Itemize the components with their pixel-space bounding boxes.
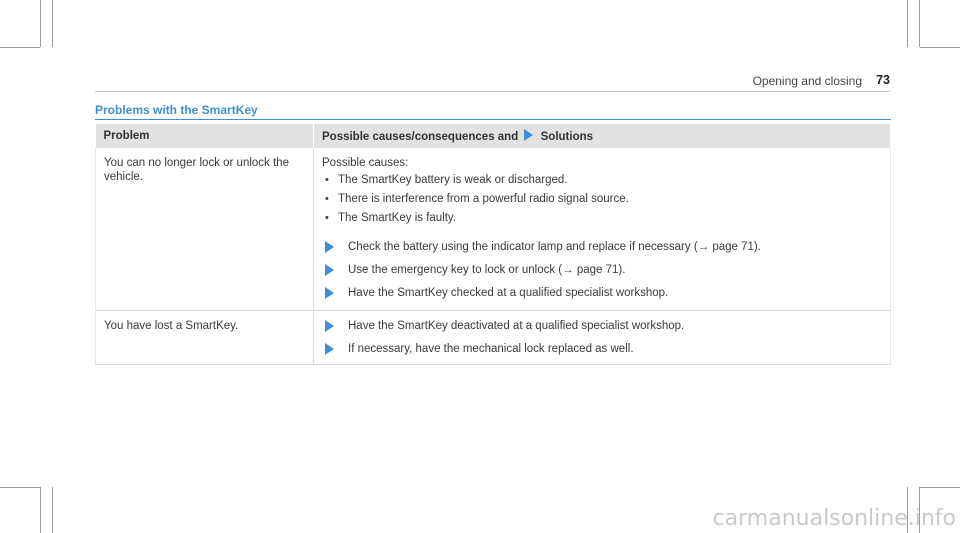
- bullet-dot-icon: •: [325, 212, 329, 224]
- page-title: Problems with the SmartKey: [95, 103, 258, 117]
- list-item: [322, 263, 882, 277]
- arrow-right-icon: [325, 264, 334, 276]
- list-item: [322, 211, 882, 225]
- solution-cell: [314, 148, 891, 311]
- causes-list: [322, 173, 882, 225]
- causes-intro: Possible causes:: [322, 157, 409, 169]
- step-text: Have the SmartKey deactivated at a qualified specialist workshop.: [348, 320, 685, 332]
- list-item: [322, 240, 882, 254]
- bullet-dot-icon: •: [325, 174, 329, 186]
- arrow-right-icon: [325, 343, 334, 355]
- crop-mark: [52, 487, 53, 533]
- column-header-suffix: Solutions: [540, 131, 594, 143]
- problems-table: [95, 124, 891, 365]
- table-row: [96, 148, 891, 311]
- step-text: Check the battery using the indicator lamp and replace if necessary (→ page 71).: [348, 241, 761, 253]
- arrow-right-icon: [325, 241, 334, 253]
- problem-cell: You can no longer lock or unlock the vehicle.: [96, 148, 314, 311]
- list-item: [322, 286, 882, 300]
- column-header-solutions: [314, 124, 891, 148]
- crop-mark: [920, 487, 960, 488]
- crop-mark: [907, 0, 908, 47]
- crop-mark: [40, 487, 41, 533]
- solution-cell: [314, 311, 891, 365]
- list-item: [322, 192, 882, 206]
- column-header-problem: Problem: [96, 124, 314, 148]
- cause-text: There is interference from a powerful radio signal source.: [338, 193, 629, 205]
- table-header-row: [96, 124, 891, 148]
- arrow-right-icon: [325, 287, 334, 299]
- bullet-dot-icon: •: [325, 193, 329, 205]
- problem-cell: You have lost a SmartKey.: [96, 311, 314, 365]
- title-divider: [95, 119, 891, 120]
- cause-text: The SmartKey battery is weak or discharged.: [338, 174, 568, 186]
- arrow-right-icon: [524, 129, 533, 141]
- section-title: Opening and closing: [752, 74, 862, 88]
- crop-mark: [52, 0, 53, 47]
- step-text: Use the emergency key to lock or unlock (→ page 71).: [348, 264, 626, 276]
- step-text: Have the SmartKey checked at a qualified specialist workshop.: [348, 287, 669, 299]
- watermark: carmanualsonline.info: [712, 506, 956, 531]
- cause-text: The SmartKey is faulty.: [338, 212, 457, 224]
- crop-mark: [919, 0, 920, 47]
- arrow-right-icon: [325, 320, 334, 332]
- page-header: [95, 74, 890, 92]
- step-text: If necessary, have the mechanical lock replaced as well.: [348, 343, 634, 355]
- crop-mark: [40, 0, 41, 47]
- table-row: [96, 311, 891, 365]
- column-header-prefix: Possible causes/consequences and: [322, 131, 519, 143]
- crop-mark: [0, 487, 40, 488]
- list-item: [322, 342, 882, 356]
- page-number: 73: [876, 73, 890, 87]
- list-item: [322, 173, 882, 187]
- crop-mark: [0, 47, 40, 48]
- crop-mark: [920, 47, 960, 48]
- list-item: [322, 319, 882, 333]
